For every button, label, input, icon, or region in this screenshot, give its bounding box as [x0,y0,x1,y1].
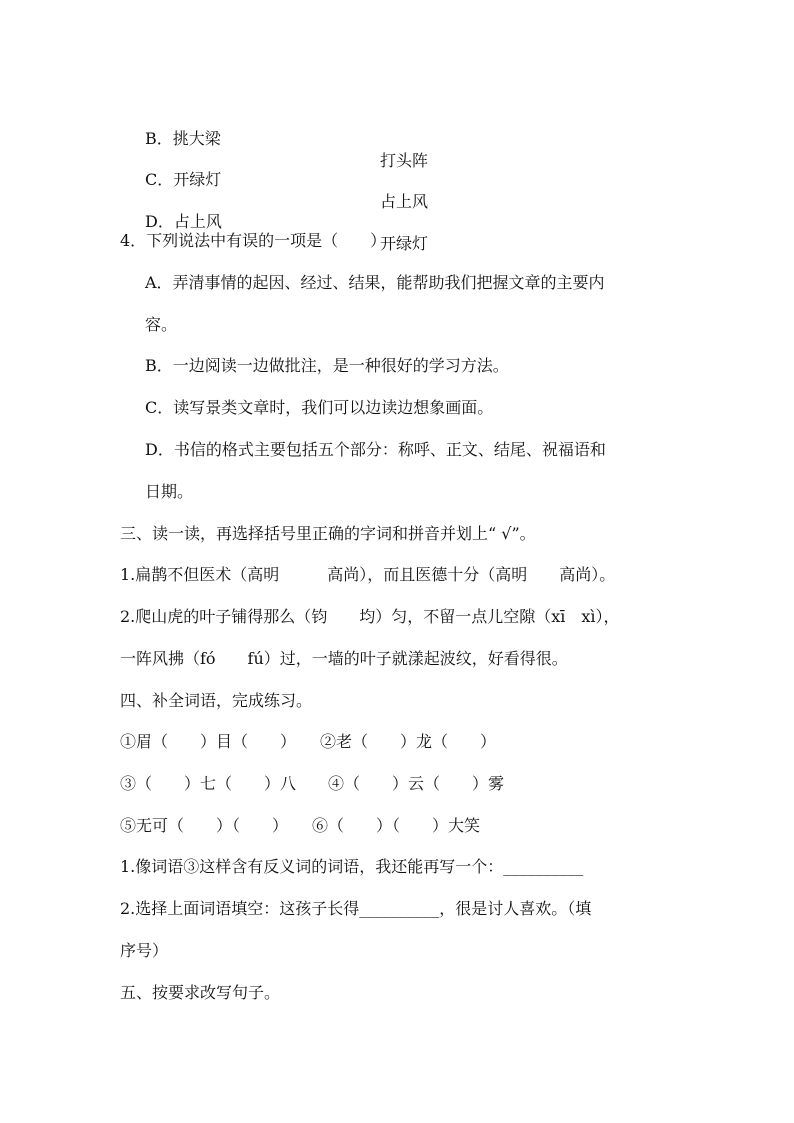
q4-option-c: C．读写景类文章时，我们可以边读边想象画面。 [145,398,494,417]
q4-option-d-line2: 日期。 [145,482,194,501]
section4-word-row3: ⑤无可（ ）（ ） ⑥（ ）（ ）大笑 [120,816,481,835]
section5-heading: 五、按要求改写句子。 [120,983,281,1002]
q4-option-a-line1: A．弄清事情的起因、经过、结果，能帮助我们把握文章的主要内 [145,273,605,292]
section4-question2-line2: 序号） [120,941,169,960]
q3-option-b-left: B．挑大梁 [145,129,221,148]
section4-word-row1: ①眉（ ）目（ ） ②老（ ）龙（ ） [120,732,497,751]
section4-heading: 四、补全词语，完成练习。 [120,691,313,710]
q3-option-b-right: 打头阵 [380,151,429,170]
section4-question2-line1: 2.选择上面词语填空：这孩子长得__________，很是讨人喜欢。（填 [120,899,592,918]
q3-option-b [0,106,429,170]
section3-item1: 1.扁鹊不但医术（高明 高尚），而且医德十分（高明 高尚）。 [120,565,616,584]
q3-option-c-left: C．开绿灯 [145,170,222,189]
q3-option-c-right: 占上风 [380,192,429,211]
q4-stem: 4．下列说法中有误的一项是（ ） [120,231,387,250]
section3-item2-line2: 一阵风拂（fó fú）过，一墙的叶子就漾起波纹，好看得很。 [120,649,568,668]
q3-option-d-left: D．占上风 [145,212,222,231]
q4-option-b: B．一边阅读一边做批注，是一种很好的学习方法。 [145,356,509,375]
section4-question1: 1.像词语③这样含有反义词的词语，我还能再写一个：__________ [120,857,584,876]
section3-heading: 三、读一读，再选择括号里正确的字词和拼音并划上“ √”。 [120,524,536,543]
q4-option-d-line1: D．书信的格式主要包括五个部分：称呼、正文、结尾、祝福语和 [145,440,606,459]
q4-option-a-line2: 容。 [145,315,178,334]
section3-item2-line1: 2.爬山虎的叶子铺得那么（钧 均）匀，不留一点儿空隙（xī xì）， [120,607,620,626]
section4-word-row2: ③（ ）七（ ）八 ④（ ）云（ ）雾 [120,774,505,793]
q3-option-d-right: 开绿灯 [380,234,429,253]
